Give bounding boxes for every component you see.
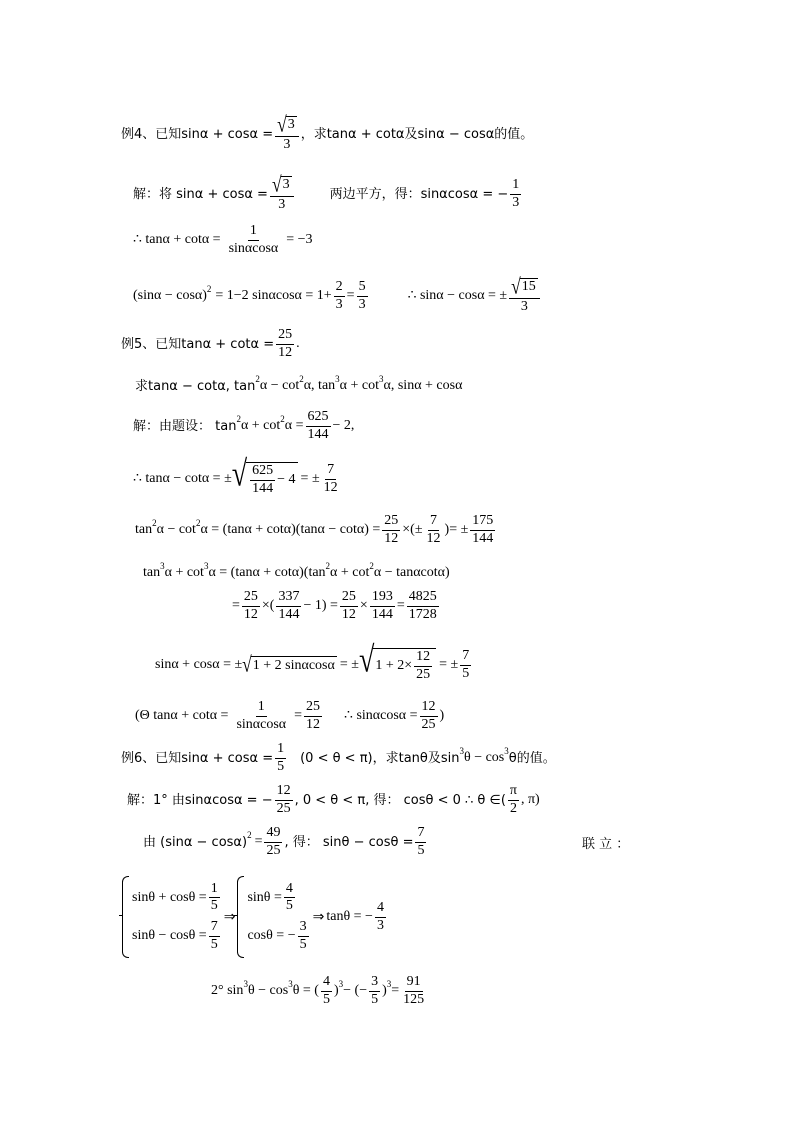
ex5-step6: (Θ tanα + cotα = $\frac{1}{\sin\alpha\cos\alpha}$ = $\frac{25}{12}$ ∴ sinαcosα = $\frac{12}{25}$ )	[135, 699, 445, 732]
ex6-title: 例6、已知sinα + cosα = $\frac{1}{5}$ (0 < θ < π)，求tanθ及sin 3 θ − cos 3 θ的值。	[121, 741, 556, 774]
ex4-step1: 解：将 sinα + cosα = √ 3 3 两边平方，得：sinαcosα = − $\frac{1}{3}$	[133, 171, 520, 212]
ex5-step1: ∴ tanα − cotα = ± √ $\frac{625}{144}$ − 4 = ± $\frac{7}{12}$	[133, 454, 338, 496]
ex5-title: 例5、已知tanα + cotα = $\frac{25}{12}$ .	[121, 327, 300, 360]
left-brace-icon	[122, 876, 129, 958]
lianli-label: 联 立 ：	[582, 837, 630, 852]
implies-icon: ⇒	[223, 909, 236, 925]
ex4-title: 例4、已知sinα + cosα = √ 3 3 ，求tanα + cotα及sinα − cosα的值。	[121, 111, 534, 152]
ex5-step3: tan 3 α + cot 3 α = (tanα + cotα)(tan 2 α + cot 2 α − tanαcotα)	[143, 560, 450, 580]
ex6-step2: 由 (sinα − cosα) 2 = $\frac{49}{25}$ , 得： sinθ − cosθ = $\frac{7}{5}$	[143, 825, 425, 858]
ex4-step2: ∴ tanα + cotα = $\frac{1}{\sin\alpha\cos\alpha}$ = −3	[133, 223, 313, 256]
ex5-solution: 解：由题设： tan 2 α + cot 2 α = $\frac{625}{144}$ − 2,	[133, 409, 355, 442]
ex6-step1: 解：1° 由sinαcosα = − $\frac{12}{25}$ , 0 < θ < π, 得： cosθ < 0 ∴ θ ∈( $\frac{\pi}{2}$ , π)	[127, 783, 540, 816]
ex6-part2: 2° sin 3 θ − cos 3 θ = ( $\frac{4}{5}$ ) 3 − (− $\frac{3}{5}$ ) 3 = $\frac{91}{125}$	[211, 974, 425, 1007]
equation-system-1: sinθ + cosθ = $\frac{1}{5}$ sinθ − cosθ = $\frac{7}{5}$ ⇒ sinθ = $\frac{4}{5}$ cosθ = − $\frac{3}{5}$ ⇒ tanθ = − $\frac{4}{3}$	[122, 876, 388, 958]
fraction: √ 3 3	[275, 116, 299, 152]
ex5-ask: 求tanα − cotα, tan 2 α − cot 2 α, tan 3 α + cot 3 α, sinα + cosα	[135, 373, 463, 394]
implies-icon: ⇒	[312, 909, 325, 925]
ex5-step5: sinα + cosα = ± √ 1 + 2 sinαcosα = ± √ 1 + 2× $\frac{12}{25}$ = ± $\frac{7}{5}$	[155, 640, 470, 682]
left-brace-icon	[237, 876, 244, 958]
ex5-step2: tan 2 α − cot 2 α = (tanα + cotα)(tanα − cotα) = $\frac{25}{12}$ ×(± $\frac{7}{12}$ )= ± $\frac{175}{144}$	[135, 513, 494, 546]
ex4-step3: (sinα − cosα) 2 = 1−2 sinαcosα = 1+ $\frac{2}{3}$ = $\frac{5}{3}$ ∴ sinα − cosα = ± √ 15 3	[133, 278, 542, 314]
ex5-step4: = $\frac{25}{12}$ ×( $\frac{337}{144}$ − 1) = $\frac{25}{12}$ × $\frac{193}{144}$ = $\frac{4825}{1728}$	[232, 589, 437, 622]
